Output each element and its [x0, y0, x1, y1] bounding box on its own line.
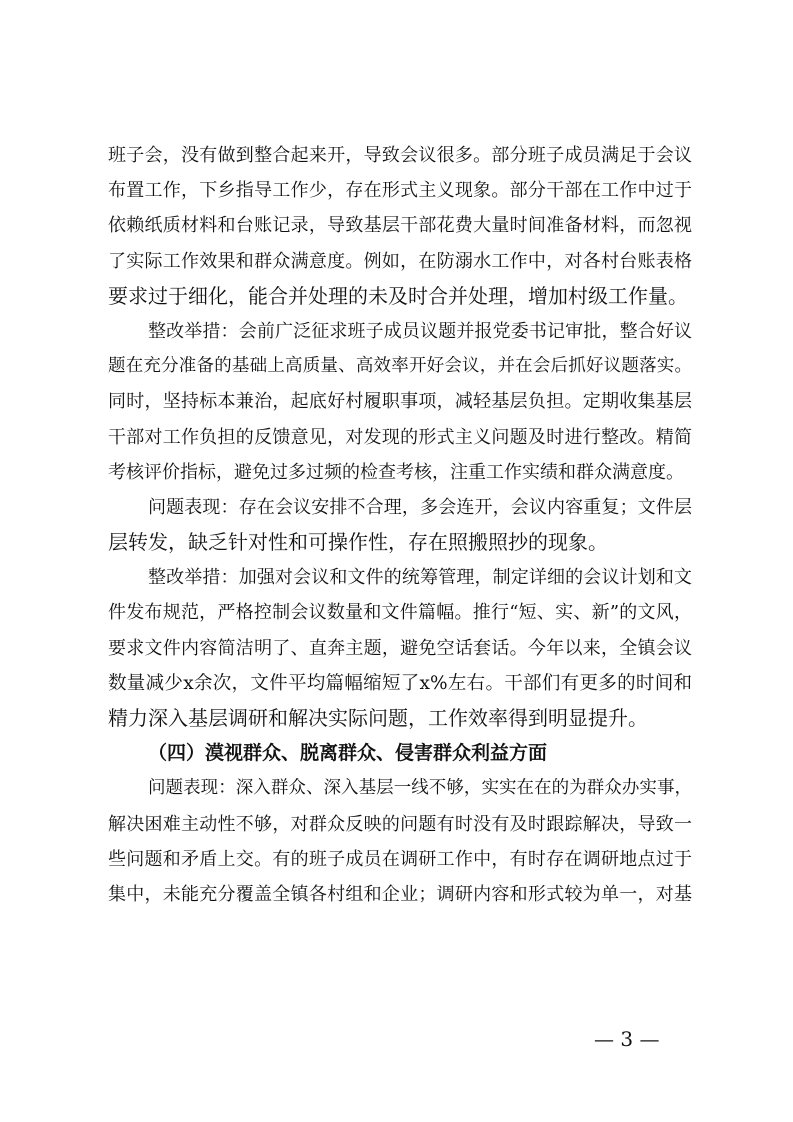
text-line: 问题表现：深入群众、深入基层一线不够，实实在在的为群众办实事， [148, 778, 692, 799]
text-line: 班子会，没有做到整合起来开，导致会议很多。部分班子成员满足于会议 [108, 145, 692, 166]
text-line: 同时，坚持标本兼治，起底好村履职事项，减轻基层负担。定期收集基层 [108, 391, 692, 413]
text-line: 解决困难主动性不够，对群众反映的问题有时没有及时跟踪解决，导致一 [108, 813, 692, 835]
text-line: 依赖纸质材料和台账记录，导致基层干部花费大量时间准备材料，而忽视 [108, 215, 692, 237]
text-line: 件发布规范，严格控制会议数量和文件篇幅。推行“短、实、新”的文风， [108, 602, 692, 624]
text-line: 整改举措：加强对会议和文件的统筹管理，制定详细的会议计划和文 [148, 567, 692, 589]
document-body [108, 138, 692, 912]
text-line: 考核评价指标，避免过多过频的检查考核，注重工作实绩和群众满意度。 [108, 461, 684, 483]
text-line: 要求文件内容简洁明了、直奔主题，避免空话套话。今年以来，全镇会议 [108, 637, 692, 659]
page-number: — 3 — [594, 1027, 660, 1051]
text-line: 整改举措：会前广泛征求班子成员议题并报党委书记审批，整合好议 [148, 320, 692, 342]
text-line: 精力深入基层调研和解决实际问题，工作效率得到明显提升。 [108, 706, 648, 730]
text-line: 些问题和矛盾上交。有的班子成员在调研工作中，有时存在调研地点过于 [108, 848, 692, 870]
text-line: 了实际工作效果和群众满意度。例如，在防溺水工作中，对各村台账表格 [108, 250, 692, 272]
section-heading: （四）漠视群众、脱离群众、侵害群众利益方面 [148, 742, 548, 765]
text-line: 问题表现：存在会议安排不合理，多会连开，会议内容重复；文件层 [148, 496, 692, 518]
text-line: 题在充分准备的基础上高质量、高效率开好会议，并在会后抓好议题落实。 [108, 356, 692, 377]
text-line: 数量减少x余次，文件平均篇幅缩短了x%左右。干部们有更多的时间和 [108, 672, 692, 694]
text-line: 集中，未能充分覆盖全镇各村组和企业；调研内容和形式较为单一，对基 [108, 883, 692, 905]
text-line: 要求过于细化，能合并处理的未及时合并处理，增加村级工作量。 [108, 283, 688, 308]
text-line: 布置工作，下乡指导工作少，存在形式主义现象。部分干部在工作中过于 [108, 180, 692, 202]
text-line: 干部对工作负担的反馈意见，对发现的形式主义问题及时进行整改。精简 [108, 426, 692, 448]
text-line: 层转发，缺乏针对性和可操作性，存在照搬照抄的现象。 [108, 530, 608, 555]
